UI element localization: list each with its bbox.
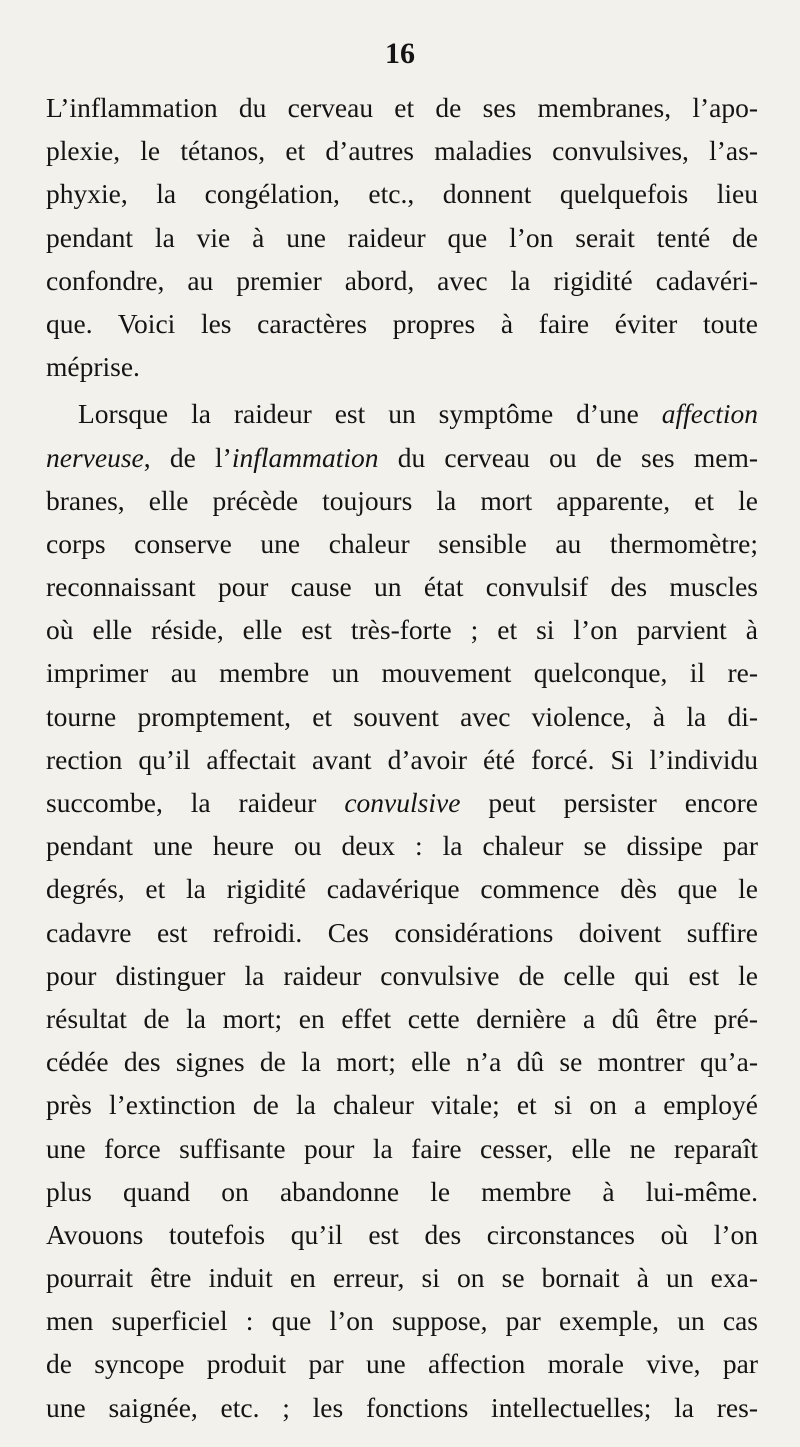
text-line: cédée des signes de la mort; elle n’a dû se montrer qu’a-	[46, 1046, 758, 1078]
text-line: pour distinguer la raideur convulsive de celle qui est le	[46, 959, 758, 991]
text-line: plexie, le tétanos, et d’autres maladies convulsives, l’as-	[46, 135, 758, 167]
text-line: reconnaissant pour cause un état convulsif des muscles	[46, 571, 758, 603]
text-line: de syncope produit par une affection morale vive, par	[46, 1348, 758, 1380]
text-line: men superficiel : que l’on suppose, par exemple, un cas	[46, 1305, 758, 1337]
text-line: Avouons toutefois qu’il est des circonstances où l’on	[46, 1218, 758, 1250]
text-line: pendant une heure ou deux : la chaleur se dissipe par	[46, 830, 758, 862]
text-line: cadavre est refroidi. Ces considérations doivent suffire	[46, 916, 758, 948]
page-number: 16	[385, 37, 415, 70]
text-line: méprise.	[46, 351, 140, 383]
text-line: près l’extinction de la chaleur vitale; et si on a employé	[46, 1089, 758, 1121]
text-line: confondre, au premier abord, avec la rigidité cadavéri-	[46, 264, 758, 296]
text-line: une saignée, etc. ; les fonctions intellectuelles; la res-	[46, 1391, 758, 1423]
text-line: Lorsque la raideur est un symptôme d’une affection	[78, 398, 758, 430]
text-line: phyxie, la congélation, etc., donnent quelquefois lieu	[46, 178, 758, 210]
text-line: succombe, la raideur convulsive peut persister encore	[46, 787, 758, 818]
text-line: imprimer au membre un mouvement quelconque, il re-	[46, 657, 758, 689]
text-line: que. Voici les caractères propres à faire éviter toute	[46, 307, 758, 339]
body-text	[46, 86, 758, 1429]
text-line: L’inflammation du cerveau et de ses membranes, l’apo-	[46, 92, 758, 123]
paragraph-2	[46, 392, 758, 1429]
text-line: corps conserve une chaleur sensible au thermomètre;	[46, 527, 758, 559]
text-line: où elle réside, elle est très-forte ; et si l’on parvient à	[46, 614, 758, 646]
text-line: degrés, et la rigidité cadavérique commence dès que le	[46, 873, 758, 905]
paragraph-1	[46, 86, 758, 388]
text-line: nerveuse, de l’inflammation du cerveau ou de ses mem-	[46, 441, 758, 473]
text-line: plus quand on abandonne le membre à lui-même.	[46, 1175, 758, 1207]
text-line: pendant la vie à une raideur que l’on serait tenté de	[46, 221, 758, 253]
text-line: tourne promptement, et souvent avec violence, à la di-	[46, 700, 758, 732]
text-line: rection qu’il affectait avant d’avoir été forcé. Si l’individu	[46, 743, 758, 775]
text-line: résultat de la mort; en effet cette dernière a dû être pré-	[46, 1002, 758, 1034]
text-line: branes, elle précède toujours la mort apparente, et le	[46, 484, 758, 516]
text-line: une force suffisante pour la faire cesser, elle ne reparaît	[46, 1132, 758, 1164]
text-line: pourrait être induit en erreur, si on se bornait à un exa-	[46, 1262, 758, 1294]
